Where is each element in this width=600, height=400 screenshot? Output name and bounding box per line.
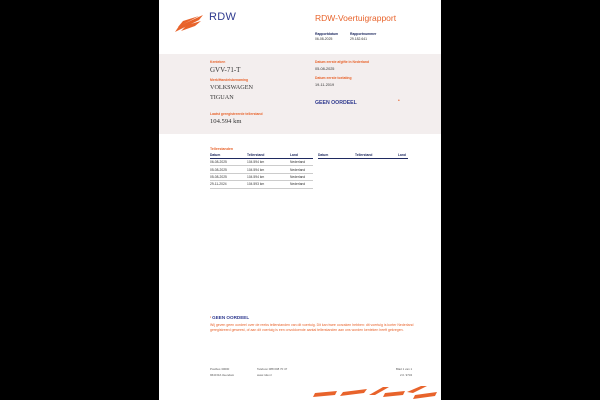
first-nl-label: Datum eerste afgifte in Nederland [315, 60, 370, 64]
footer-city: 9640 RA Veendam [210, 373, 235, 377]
row-km: 104.594 km [247, 160, 265, 165]
footer-website: www.rdw.nl [257, 373, 272, 377]
table-row [210, 159, 313, 166]
report-date-label: Rapportdatum [315, 32, 339, 36]
footer-version: 2.0. 9734 [400, 373, 413, 377]
report-date-value: 06-08-2025 [315, 37, 333, 41]
row-country: Nederland [290, 167, 306, 172]
first-nl-date: 05-08-2025 [315, 67, 335, 71]
report-number [350, 32, 376, 41]
table-row [210, 174, 313, 181]
conclusion-text: Wij geven geen oordeel over de reeks tellerstanden van dit voertuig. Dit kan twee oorzaken hebben: dit voertuig is korter Nederland geregistreerd geweest, of aan dit voertuig is een onvoldoende aantal tellerstanden aan ons worden kenteken heeft gekregen. [210, 323, 414, 333]
header-km: Tellerstand [355, 153, 373, 157]
footer-page-info [396, 366, 412, 378]
conclusion-marker: i [210, 315, 211, 319]
vehicle-model: TIGUAN [210, 94, 234, 101]
header-country: Land [398, 153, 406, 157]
row-date: 05-08-2025 [210, 175, 227, 180]
header-km: Tellerstand [247, 153, 265, 157]
vehicle-summary-box [159, 54, 441, 134]
report-page [159, 0, 441, 400]
row-date: 06-08-2025 [210, 160, 227, 165]
report-date [315, 32, 338, 41]
table-header [318, 153, 408, 159]
footer-postbus: Postbus 30000 [210, 367, 230, 371]
row-date: 29-11-2024 [210, 182, 227, 187]
odometer-label: Laatst geregistreerde tellerstand [210, 112, 263, 116]
first-admission-label: Datum eerste toelating [315, 76, 352, 80]
make-label: Merk/Handelsbenaming [210, 78, 249, 82]
decorative-stripes-icon [309, 383, 441, 400]
report-number-value: 29.182.641 [350, 37, 367, 41]
report-title: RDW-Voertuigrapport [315, 13, 397, 23]
footer-page: Blad 1 van 1 [396, 367, 413, 371]
header-date: Datum [210, 153, 221, 157]
report-number-label: Rapportnummer [350, 32, 377, 36]
row-km: 104.593 km [247, 182, 265, 187]
row-km: 104.594 km [247, 167, 265, 172]
conclusion-title [210, 315, 249, 320]
odometer-value: 104.594 km [210, 118, 242, 125]
footer-address [210, 366, 234, 378]
verdict-label: GEEN OORDEEL [315, 100, 357, 106]
footer-contact [257, 366, 287, 378]
row-date: 05-08-2025 [210, 167, 227, 172]
row-country: Nederland [290, 182, 306, 187]
table-row [210, 181, 313, 188]
license-plate: GVV-71-T [210, 66, 241, 74]
logo-text: RDW [209, 11, 237, 23]
header-country: Land [290, 153, 298, 157]
first-admission-date: 19-11-2019 [315, 83, 335, 87]
info-icon: • [398, 98, 400, 104]
odometer-table-right [318, 153, 408, 159]
row-km: 104.594 km [247, 175, 265, 180]
odometer-table-title: Tellerstanden [210, 147, 234, 151]
vehicle-make: VOLKSWAGEN [210, 84, 253, 91]
row-country: Nederland [290, 175, 306, 180]
odometer-table-left [210, 153, 313, 189]
row-country: Nederland [290, 160, 306, 165]
plate-label: Kenteken [210, 60, 226, 64]
conclusion-title-text: GEEN OORDEEL [212, 315, 250, 320]
footer-phone: Telefoon 088 008 70 47 [257, 367, 288, 371]
table-row [210, 166, 313, 173]
rdw-logo-icon [173, 12, 205, 34]
header-date: Datum [318, 153, 329, 157]
